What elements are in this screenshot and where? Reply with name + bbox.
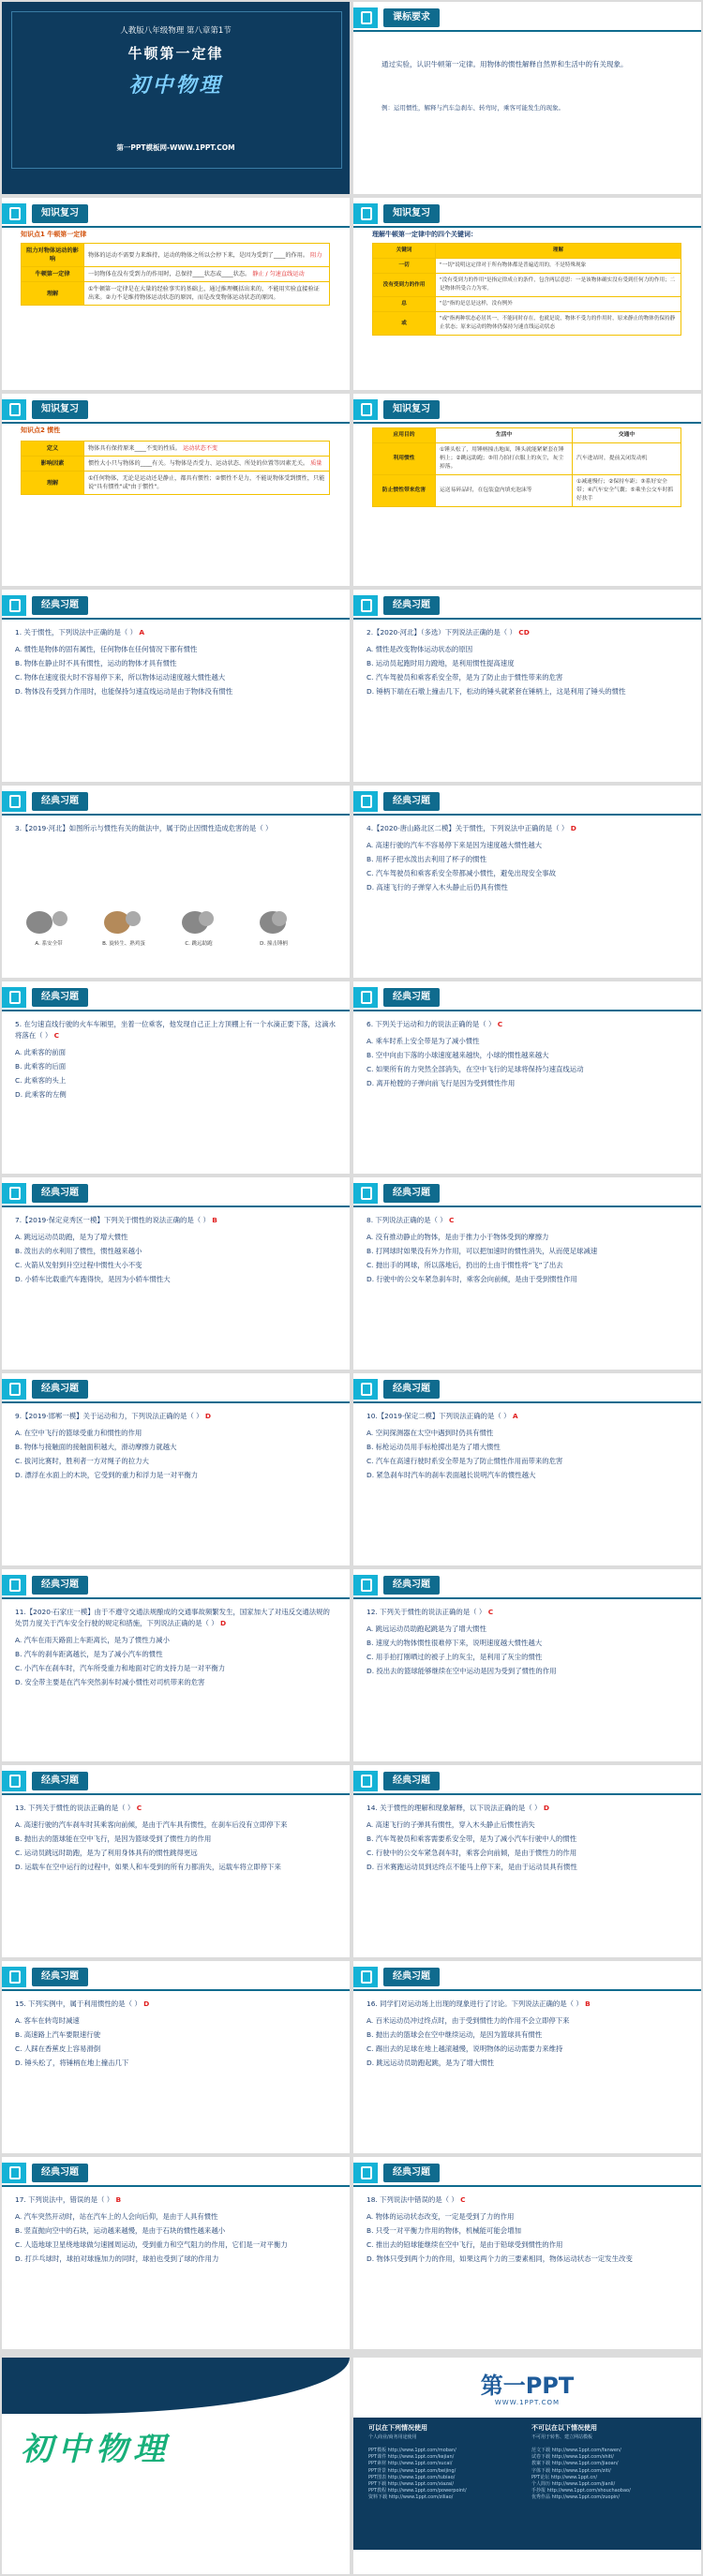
answer-option: A. 高速行驶的汽车刹车时其乘客向前倾，是由于汽车具有惯性，在刹车后没有立即停下来 bbox=[15, 1820, 288, 1829]
answer-option: B. 标枪运动员用手标枪掷出是为了增大惯性 bbox=[366, 1443, 501, 1451]
answer-option: D. 离开枪膛的子弹向前飞行是因为受到惯性作用 bbox=[366, 1079, 516, 1087]
resource-link[interactable]: 教案下载 http://www.1ppt.com/jiaoan/ bbox=[531, 2461, 619, 2467]
row-head: 影响因素 bbox=[22, 457, 84, 472]
stem-text: 14. 关于惯性的理解和现象解释，以下说法正确的是（ ） bbox=[366, 1804, 542, 1812]
answer-mark: CD bbox=[518, 628, 530, 637]
question-stem bbox=[15, 2194, 337, 2206]
answer-option: B. 物体在静止时不具有惯性，运动的物体才具有惯性 bbox=[15, 659, 177, 667]
slide-header: 经典习题 bbox=[32, 1968, 88, 1986]
answer-option: B. 此乘客的后面 bbox=[15, 1062, 67, 1071]
life-example: 运送易碎品时，在包装盒内填充泡沫等 bbox=[436, 475, 573, 507]
book-icon bbox=[9, 1775, 21, 1788]
col-head: 关键词 bbox=[373, 244, 436, 259]
stem-text: 16. 同学们对运动场上出现的现象进行了讨论。下列说法正确的是（ ） bbox=[366, 1999, 583, 2008]
book-icon bbox=[9, 795, 21, 808]
slide-header: 经典习题 bbox=[383, 1772, 440, 1790]
answer-option: B. 打网球时如果没有外力作用，可以把加速时的惯性消失，从而使足球减速 bbox=[366, 1247, 598, 1255]
answer-option: D. 此乘客的左侧 bbox=[15, 1090, 67, 1099]
right-links bbox=[531, 2448, 631, 2502]
answer-option: B. 抛出去的篮球会在空中继续运动，是因为篮球具有惯性 bbox=[366, 2030, 543, 2039]
book-icon bbox=[9, 599, 21, 612]
answer-mark: C bbox=[449, 1216, 455, 1224]
answer-option: C. 运动员跳远时助跑，是为了利用身体具有的惯性跳得更远 bbox=[15, 1849, 198, 1857]
stem-text: 12. 下列关于惯性的说法正确的是（ ） bbox=[366, 1608, 486, 1616]
row-answer: 质量 bbox=[310, 460, 322, 467]
slide-header: 经典习题 bbox=[32, 2164, 88, 2182]
question-stem bbox=[15, 823, 337, 834]
stem-text: 7.【2019·保定竞秀区一模】下列关于惯性的说法正确的是（ ） bbox=[15, 1216, 210, 1224]
question-slide bbox=[353, 786, 701, 978]
resource-link[interactable]: PPT课件 http://www.1ppt.com/kejian/ bbox=[368, 2454, 455, 2461]
answer-option: A. 汽车在雨天路面上车距离长，是为了惯性力减小 bbox=[15, 1636, 170, 1644]
answer-option: A. 空间探测器在太空中遇到时仍具有惯性 bbox=[366, 1429, 494, 1437]
book-icon bbox=[9, 1187, 21, 1200]
art-title: 初中物理 bbox=[128, 73, 223, 97]
row-text: 物体具有保持原来____不变的性质。 bbox=[88, 445, 181, 452]
answer-option: A. 惯性是物体的固有属性，任何物体在任何情况下都有惯性 bbox=[15, 645, 198, 653]
answer-option: A. 此乘客的前面 bbox=[15, 1048, 66, 1056]
stem-text: 10.【2019·保定二模】下列说法正确的是（ ） bbox=[366, 1412, 511, 1420]
answer-option: D. 紧急刹车时汽车的刹车表面越长说明汽车的惯性越大 bbox=[366, 1471, 536, 1479]
question-stem bbox=[366, 627, 688, 638]
answer-mark: D bbox=[143, 1999, 150, 2008]
keyword-table bbox=[372, 243, 681, 336]
allowed-sub: 个人商业/商务用途使用 bbox=[368, 2434, 417, 2440]
slide-header: 知识复习 bbox=[383, 204, 440, 223]
answer-option: A. 没有推动静止的物体，是由于推力小于物体受到的摩擦力 bbox=[366, 1233, 549, 1241]
question-stem bbox=[15, 1019, 337, 1041]
option-picture bbox=[96, 900, 152, 937]
option-images bbox=[21, 900, 331, 947]
book-icon bbox=[361, 207, 372, 220]
question-stem bbox=[366, 1215, 688, 1226]
forbidden-title: 不可以在以下情况使用 bbox=[531, 2424, 597, 2432]
allowed-title: 可以在下列情况使用 bbox=[368, 2424, 427, 2432]
stem-text: 15. 下列实例中，属于利用惯性的是（ ） bbox=[15, 1999, 142, 2008]
answer-option: C. 小汽车在刹车时，汽车所受重力和地面对它的支持力是一对平衡力 bbox=[15, 1664, 226, 1672]
book-icon bbox=[361, 1970, 372, 1984]
question-slide bbox=[353, 1177, 701, 1370]
answer-mark: D bbox=[220, 1619, 227, 1627]
option-picture bbox=[171, 900, 227, 937]
closing-art-slide bbox=[2, 2358, 350, 2574]
answer-option: C. 抛出手的网球，所以落地后，扔出的土由于惯性将“飞”了出去 bbox=[366, 1261, 563, 1269]
keyword: 一切 bbox=[373, 259, 436, 274]
slide-title: 牛顿第一定律 bbox=[127, 45, 224, 62]
answer-option: C. 如果所有的力突然全部消失，在空中飞行的足球将保持匀速直线运动 bbox=[366, 1065, 584, 1073]
answer-mark: C bbox=[136, 1804, 142, 1812]
question-slide bbox=[2, 1177, 350, 1370]
answer-mark: A bbox=[512, 1412, 518, 1420]
question-stem bbox=[15, 1607, 337, 1629]
answer-mark: A bbox=[139, 628, 145, 637]
answer-option: C. 汽车驾驶员和乘客系安全带都减小惯性，避免出现安全事故 bbox=[366, 869, 557, 877]
question-slide bbox=[2, 981, 350, 1174]
question-stem bbox=[366, 1411, 688, 1422]
answer-mark: C bbox=[487, 1608, 494, 1616]
answer-option: B. 只受一对平衡力作用的物体，机械能可能会增加 bbox=[366, 2226, 521, 2235]
question-stem bbox=[366, 1999, 688, 2010]
brand-slide bbox=[353, 2358, 701, 2574]
slide-header: 经典习题 bbox=[383, 1380, 440, 1399]
stem-text: 9.【2019·邯郸一模】关于运动和力，下列说法正确的是（ ） bbox=[15, 1412, 203, 1420]
answer-mark: D bbox=[570, 824, 576, 832]
answer-option: A. 汽车突然开动时，站在汽车上的人会向后仰，是由于人具有惯性 bbox=[15, 2212, 218, 2221]
keyword-meaning: "总"指的是总是这样，没有例外 bbox=[436, 297, 681, 312]
traffic-example: 汽车进站时，提前关闭发动机 bbox=[573, 443, 681, 475]
question-slide bbox=[2, 786, 350, 978]
answer-option: B. 竖直抛向空中的石块，运动越来越慢，是由于石块的惯性越来越小 bbox=[15, 2226, 226, 2235]
resource-link[interactable]: 字体下载 http://www.1ppt.com/ziti/ bbox=[531, 2467, 611, 2474]
row-head: 理解 bbox=[22, 472, 84, 495]
row-text: 惯性大小只与物体的____有关。与物体是否受力、运动状态、所处的位置等因素无关。 bbox=[88, 460, 309, 467]
keyword-meaning: "一切"说明这定律对于所有物体都是普遍适用的，不是特殊现象 bbox=[436, 259, 681, 274]
slide-header: 经典习题 bbox=[383, 596, 440, 615]
answer-option: D. 投出去的篮球能够继续在空中运动是因为受到了惯性的作用 bbox=[366, 1667, 557, 1675]
question-stem bbox=[15, 1803, 337, 1814]
answer-option: C. 拔河比赛时，胜利者一方对绳子的拉力大 bbox=[15, 1457, 149, 1465]
resource-link[interactable]: PPT下载 http://www.1ppt.com/xiazai/ bbox=[368, 2481, 455, 2488]
question-stem bbox=[15, 1215, 337, 1226]
answer-option: D. 漂浮在水面上的木块，它受到的重力和浮力是一对平衡力 bbox=[15, 1471, 199, 1479]
keyword-meaning: "或"指两种状态必居其一，不能同时存在，也就是说，物体不受力的作用时，原来静止的物体仍保持静止状态；原来运动的物体仍保持匀速直线运动状态 bbox=[436, 312, 681, 336]
slide-subtitle: 人教版八年级物理 第八章第1节 bbox=[120, 26, 232, 36]
question-stem bbox=[15, 627, 337, 638]
book-icon bbox=[9, 1383, 21, 1396]
answer-option: C. 汽车在高速行驶时系安全带是为了防止惯性作用而带来的危害 bbox=[366, 1457, 563, 1465]
answer-option: C. 物体在速度很大时不容易停下来，所以物体运动速度越大惯性越大 bbox=[15, 673, 226, 681]
row-head: 牛顿第一定律 bbox=[22, 267, 84, 282]
answer-option: C. 人踩在香蕉皮上容易滑倒 bbox=[15, 2044, 101, 2053]
col-head: 理解 bbox=[436, 244, 681, 259]
book-icon bbox=[9, 403, 21, 416]
answer-option: A. 高速行驶的汽车不容易停下来是因为速度越大惯性越大 bbox=[366, 841, 543, 849]
book-icon bbox=[361, 403, 372, 416]
question-stem bbox=[15, 1411, 337, 1422]
book-icon bbox=[361, 991, 372, 1004]
row-head: 定义 bbox=[22, 442, 84, 457]
answer-option: A. 百米运动员冲过终点时，由于受到惯性力的作用不会立即停下来 bbox=[366, 2016, 570, 2025]
question-slide bbox=[2, 1765, 350, 1957]
option-picture bbox=[21, 900, 77, 937]
stem-text: 6. 下列关于运动和力的说法正确的是（ ） bbox=[366, 1020, 496, 1028]
option-picture bbox=[246, 900, 302, 937]
answer-option: C. 行驶中的公交车紧急刹车时，乘客会向前倾，是由于惯性力的作用 bbox=[366, 1849, 577, 1857]
slide-requirements bbox=[353, 2, 701, 194]
resource-link[interactable]: 个人简历 http://www.1ppt.com/jianli/ bbox=[531, 2481, 616, 2488]
answer-option: C. 用手拍打刚晒过的被子上的灰尘，是利用了灰尘的惯性 bbox=[366, 1653, 543, 1661]
answer-option: A. 客车在转弯时减速 bbox=[15, 2016, 80, 2025]
book-icon bbox=[9, 2166, 21, 2179]
question-slide bbox=[353, 981, 701, 1174]
title-slide bbox=[2, 2, 350, 194]
life-example: ①锤头松了，用锤柄撞击地面，锤头就能紧紧套在锤柄上；②跳远助跑；③用力拍打衣服上的灰尘，灰尘掉落。 bbox=[436, 443, 573, 475]
question-slide bbox=[353, 1765, 701, 1957]
requirement-text: 通过实验，认识牛顿第一定律。用物体的惯性解释自然界和生活中的有关现象。 bbox=[381, 60, 628, 68]
slide-header: 经典习题 bbox=[32, 988, 88, 1007]
slide-header: 经典习题 bbox=[383, 1576, 440, 1595]
answer-option: A. 乘车时系上安全带是为了减小惯性 bbox=[366, 1037, 480, 1045]
option-caption: D. 撞击锤柄 bbox=[260, 941, 288, 947]
row-text: 一切物体在没有受到力的作用时，总保持____状态或____状态。 bbox=[88, 271, 251, 277]
slide-header: 经典习题 bbox=[32, 792, 88, 811]
option-caption: C. 跳远助跑 bbox=[185, 941, 213, 947]
resource-link[interactable]: 手抄报 http://www.1ppt.com/shouchaobao/ bbox=[531, 2488, 631, 2494]
answer-option: C. 火箭从发射到升空过程中惯性大小不变 bbox=[15, 1261, 142, 1269]
question-slide bbox=[2, 2157, 350, 2349]
col-head: 交通中 bbox=[573, 428, 681, 443]
question-slide bbox=[2, 1373, 350, 1565]
answer-option: B. 用杯子把水泼出去利用了杯子的惯性 bbox=[366, 855, 487, 863]
slide-header: 知识复习 bbox=[32, 204, 88, 223]
resource-link[interactable]: 优秀作品 http://www.1ppt.com/zuopin/ bbox=[531, 2494, 621, 2501]
answer-option: B. 运动员起跑时用力蹬地，是利用惯性提高速度 bbox=[366, 659, 515, 667]
resource-link[interactable]: PPT论坛 http://www.1ppt.cn/ bbox=[531, 2474, 598, 2480]
row-head: 理解 bbox=[22, 282, 84, 306]
answer-option: D. 锤柄下端在石墩上撞击几下，松动的锤头就紧套在锤柄上，这是利用了锤头的惯性 bbox=[366, 687, 626, 696]
question-stem bbox=[366, 1803, 688, 1814]
slide-header: 经典习题 bbox=[32, 1184, 88, 1203]
left-links bbox=[368, 2448, 467, 2502]
row-head: 利用惯性 bbox=[373, 443, 436, 475]
answer-mark: B bbox=[115, 2195, 122, 2204]
book-icon bbox=[9, 1579, 21, 1592]
col-head: 应用目的 bbox=[373, 428, 436, 443]
slide-header: 经典习题 bbox=[383, 2164, 440, 2182]
option-caption: B. 旋转生、熟鸡蛋 bbox=[102, 941, 145, 947]
row-head: 防止惯性带来危害 bbox=[373, 475, 436, 507]
row-answer: 运动状态不变 bbox=[182, 445, 218, 452]
question-slide bbox=[2, 590, 350, 782]
question-slide bbox=[2, 1569, 350, 1761]
answer-option: B. 速度大的物体惯性很难停下来，说明速度越大惯性越大 bbox=[366, 1639, 543, 1647]
row-text: 物体的运动不需要力来维持，运动的物体之所以会停下来，是因为受到了____的作用。 bbox=[88, 251, 309, 259]
book-icon bbox=[9, 1970, 21, 1984]
answer-option: A. 在空中飞行的篮球受重力和惯性的作用 bbox=[15, 1429, 142, 1437]
slide-header: 经典习题 bbox=[383, 1968, 440, 1986]
question-slide bbox=[2, 1961, 350, 2153]
book-icon bbox=[361, 1579, 372, 1592]
stem-text: 5. 在匀速直线行驶的火车车厢里，坐着一位乘客，他发现自己正上方顶棚上有一个水滴正要下落，这滴水将落在（ ） bbox=[15, 1020, 336, 1040]
slide-header: 课标要求 bbox=[383, 8, 440, 27]
stem-text: 4.【2020·唐山路北区二模】关于惯性，下列说法中正确的是（ ） bbox=[366, 824, 569, 832]
answer-option: B. 抛出去的篮球能在空中飞行，是因为篮球受到了惯性力的作用 bbox=[15, 1835, 212, 1843]
question-stem bbox=[366, 2194, 688, 2206]
slide-header: 知识复习 bbox=[32, 400, 88, 419]
keyword-meaning: "没有受到力的作用"是指定律成立的条件，包含两层意思：一是该物体确实没有受到任何力的作用；二是物体所受合力为零。 bbox=[436, 274, 681, 297]
answer-option: D. 小轿车比载重汽车跑得快，是因为小轿车惯性大 bbox=[15, 1275, 171, 1283]
resource-link[interactable]: PPT图表 http://www.1ppt.com/tubiao/ bbox=[368, 2474, 456, 2480]
question-stem bbox=[366, 1019, 688, 1030]
art-title: 初中物理 bbox=[21, 2431, 171, 2468]
row-text: ①任何物体，无论是运动还是静止，都具有惯性；②惯性不是力，不能说物体受到惯性，只能说"具有惯性"或"由于惯性"。 bbox=[84, 472, 330, 495]
answer-option: C. 人造地球卫星绕地球做匀速圆周运动，受到重力和空气阻力的作用，它们是一对平衡力 bbox=[15, 2240, 288, 2249]
row-text: ①牛顿第一定律是在大量的经验事实的基础上，通过推理概括出来的，不能用实验直接验证出来。②力不是维持物体运动状态的原因，而是改变物体运动状态的原因。 bbox=[84, 282, 330, 306]
question-slide bbox=[353, 1569, 701, 1761]
intro-text: 理解牛顿第一定律中的四个关键词： bbox=[372, 231, 477, 238]
book-icon bbox=[9, 207, 21, 220]
stem-text: 11.【2020·石家庄一模】由于不遵守交通法规酿成的交通事故频繁发生，国家加大了对违反交通法规的处罚力度关于汽车安全行驶的规定和措施，下列说法正确的是（ ） bbox=[15, 1608, 330, 1627]
slide-header: 经典习题 bbox=[32, 1772, 88, 1790]
slide-knowledge-3 bbox=[2, 394, 350, 586]
answer-option: B. 高速路上汽车要限速行驶 bbox=[15, 2030, 101, 2039]
answer-option: A. 跳远运动员助跑，是为了增大惯性 bbox=[15, 1233, 128, 1241]
answer-option: D. 物体没有受到力作用时，也能保持匀速直线运动是由于物体没有惯性 bbox=[15, 687, 233, 696]
question-slide bbox=[353, 1373, 701, 1565]
question-stem bbox=[15, 1999, 337, 2010]
answer-option: B. 空中向由下落的小球速度越来越快，小球的惯性越来越大 bbox=[366, 1051, 549, 1059]
question-slide bbox=[353, 1961, 701, 2153]
question-stem bbox=[366, 823, 688, 834]
book-icon bbox=[9, 991, 21, 1004]
row-answer: 阻力 bbox=[310, 251, 322, 259]
answer-option: B. 物体与接触面的接触面积越大，滑动摩擦力就越大 bbox=[15, 1443, 177, 1451]
answer-option: C. 汽车驾驶员和乘客系安全带，是为了防止由于惯性带来的危害 bbox=[366, 673, 563, 681]
answer-option: D. 运载车在空中运行的过程中，如果人和车受到的所有力都消失，运载车将立即停下来 bbox=[15, 1863, 281, 1871]
stem-text: 17. 下列说法中，错误的是（ ） bbox=[15, 2195, 114, 2204]
answer-option: B. 汽车驾驶员和乘客需要系安全带，是为了减小汽车行驶中人的惯性 bbox=[366, 1835, 577, 1843]
answer-option: D. 高速飞行的子弹穿入木头静止后仍具有惯性 bbox=[366, 883, 508, 891]
resource-link[interactable]: 试卷下载 http://www.1ppt.com/shiti/ bbox=[531, 2454, 614, 2461]
stem-text: 2.【2020·河北】（多选）下列说法正确的是（ ） bbox=[366, 628, 516, 637]
slide-header: 经典习题 bbox=[32, 1576, 88, 1595]
resource-link[interactable]: PPT素材 http://www.1ppt.com/sucai/ bbox=[368, 2461, 453, 2467]
answer-mark: C bbox=[497, 1020, 503, 1028]
brand-logo: 第一PPT bbox=[480, 2373, 575, 2399]
book-icon bbox=[361, 11, 372, 24]
knowledge-point: 知识点2 惯性 bbox=[21, 427, 61, 434]
answer-option: A. 高速飞行的子弹具有惯性，穿入木头静止后惯性消失 bbox=[366, 1820, 535, 1829]
stem-text: 13. 下列关于惯性的说法正确的是（ ） bbox=[15, 1804, 135, 1812]
stem-text: 3.【2019·河北】如图所示与惯性有关的做法中，属于防止因惯性造成危害的是（ ） bbox=[15, 824, 273, 832]
brand-url: WWW.1PPT.COM bbox=[494, 2399, 561, 2406]
answer-mark: C bbox=[460, 2195, 466, 2204]
stem-text: 18. 下列说法中错误的是（ ） bbox=[366, 2195, 458, 2204]
site-name: 第一PPT模板网-WWW.1PPT.COM bbox=[116, 143, 235, 152]
keyword: 没有受到力的作用 bbox=[373, 274, 436, 297]
answer-option: A. 惯性是改变物体运动状态的原因 bbox=[366, 645, 473, 653]
answer-option: D. 锤头松了，将锤柄在地上撞击几下 bbox=[15, 2059, 129, 2067]
col-head: 生活中 bbox=[436, 428, 573, 443]
slide-knowledge-4 bbox=[353, 394, 701, 586]
answer-option: A. 跳远运动员助跑起跳是为了增大惯性 bbox=[366, 1625, 486, 1633]
slide-knowledge-2 bbox=[353, 198, 701, 390]
answer-option: A. 物体的运动状态改变，一定是受到了力的作用 bbox=[366, 2212, 515, 2221]
answer-option: D. 打乒乓球时，球拍对球施加力的同时，球拍也受到了球的作用力 bbox=[15, 2254, 219, 2263]
stem-text: 8. 下列说法正确的是（ ） bbox=[366, 1216, 447, 1224]
resource-link[interactable]: 范文下载 http://www.1ppt.com/fanwen/ bbox=[531, 2448, 621, 2453]
answer-option: C. 此乘客的头上 bbox=[15, 1076, 67, 1085]
book-icon bbox=[361, 1187, 372, 1200]
book-icon bbox=[361, 795, 372, 808]
answer-option: D. 跳远运动员助跑起跳，是为了增大惯性 bbox=[366, 2059, 495, 2067]
slide-header: 经典习题 bbox=[32, 596, 88, 615]
knowledge-point: 知识点1 牛顿第一定律 bbox=[21, 231, 87, 238]
row-head: 阻力对物体运动的影响 bbox=[22, 244, 84, 267]
traffic-example: ①减速慢行；②保持车距；③系好安全带；④汽车安全气囊；⑤乘坐公交车时抓好扶手 bbox=[573, 475, 681, 507]
slide-header: 经典习题 bbox=[32, 1380, 88, 1399]
answer-mark: B bbox=[585, 1999, 591, 2008]
book-icon bbox=[361, 2166, 372, 2179]
answer-mark: D bbox=[204, 1412, 212, 1420]
answer-mark: D bbox=[543, 1804, 549, 1812]
resource-link[interactable]: PPT模板 http://www.1ppt.com/moban/ bbox=[368, 2448, 456, 2453]
keyword: 总 bbox=[373, 297, 436, 312]
answer-option: D. 物体只受到两个力的作用，如果这两个力的三要素相同，物体运动状态一定发生改变 bbox=[366, 2254, 633, 2263]
forbidden-sub: 不可用于转售、建立网站模板 bbox=[531, 2434, 593, 2440]
resource-link[interactable]: PPT背景 http://www.1ppt.com/beijing/ bbox=[368, 2467, 456, 2474]
knowledge-table bbox=[21, 243, 330, 306]
resource-link[interactable]: 资料下载 http://www.1ppt.com/ziliao/ bbox=[368, 2494, 454, 2501]
resource-link[interactable]: PPT教程 http://www.1ppt.com/powerpoint/ bbox=[368, 2488, 467, 2494]
stem-text: 1. 关于惯性，下列说法中正确的是（ ） bbox=[15, 628, 138, 637]
inertia-table bbox=[21, 441, 330, 495]
answer-option: C. 踢出去的足球在地上越滚越慢，说明物体的运动需要力来维持 bbox=[366, 2044, 563, 2053]
question-slide bbox=[353, 2157, 701, 2349]
slide-header: 经典习题 bbox=[383, 792, 440, 811]
answer-option: D. 安全带主要是在汽车突然刹车时减小惯性对司机带来的危害 bbox=[15, 1678, 205, 1686]
option-caption: A. 系安全带 bbox=[35, 941, 63, 947]
book-icon bbox=[361, 599, 372, 612]
answer-mark: B bbox=[212, 1216, 217, 1224]
answer-option: C. 推出去的铅球能继续在空中飞行，是由于铅球受到惯性的作用 bbox=[366, 2240, 563, 2249]
answer-option: D. 百米赛跑运动员到达终点不能马上停下来，是由于运动员具有惯性 bbox=[366, 1863, 577, 1871]
answer-option: D. 行驶中的公交车紧急刹车时，乘客会向前倾，是由于受到惯性作用 bbox=[366, 1275, 577, 1283]
row-answer: 静止 / 匀速直线运动 bbox=[252, 271, 305, 277]
answer-option: B. 汽车的刹车距离越长，是为了减小汽车的惯性 bbox=[15, 1650, 163, 1658]
slide-header: 知识复习 bbox=[383, 400, 440, 419]
slide-header: 经典习题 bbox=[383, 1184, 440, 1203]
example-text: 例：运用惯性，解释与汽车急刹车、转弯时，乘客可能发生的现象。 bbox=[381, 104, 564, 112]
keyword: 或 bbox=[373, 312, 436, 336]
application-table bbox=[372, 427, 681, 507]
question-slide bbox=[353, 590, 701, 782]
answer-mark: C bbox=[53, 1031, 60, 1040]
decor-wave bbox=[2, 2358, 350, 2414]
book-icon bbox=[361, 1775, 372, 1788]
question-stem bbox=[366, 1607, 688, 1618]
answer-option: B. 泼出去的水利用了惯性，惯性越来越小 bbox=[15, 1247, 142, 1255]
book-icon bbox=[361, 1383, 372, 1396]
slide-knowledge-1 bbox=[2, 198, 350, 390]
slide-header: 经典习题 bbox=[383, 988, 440, 1007]
